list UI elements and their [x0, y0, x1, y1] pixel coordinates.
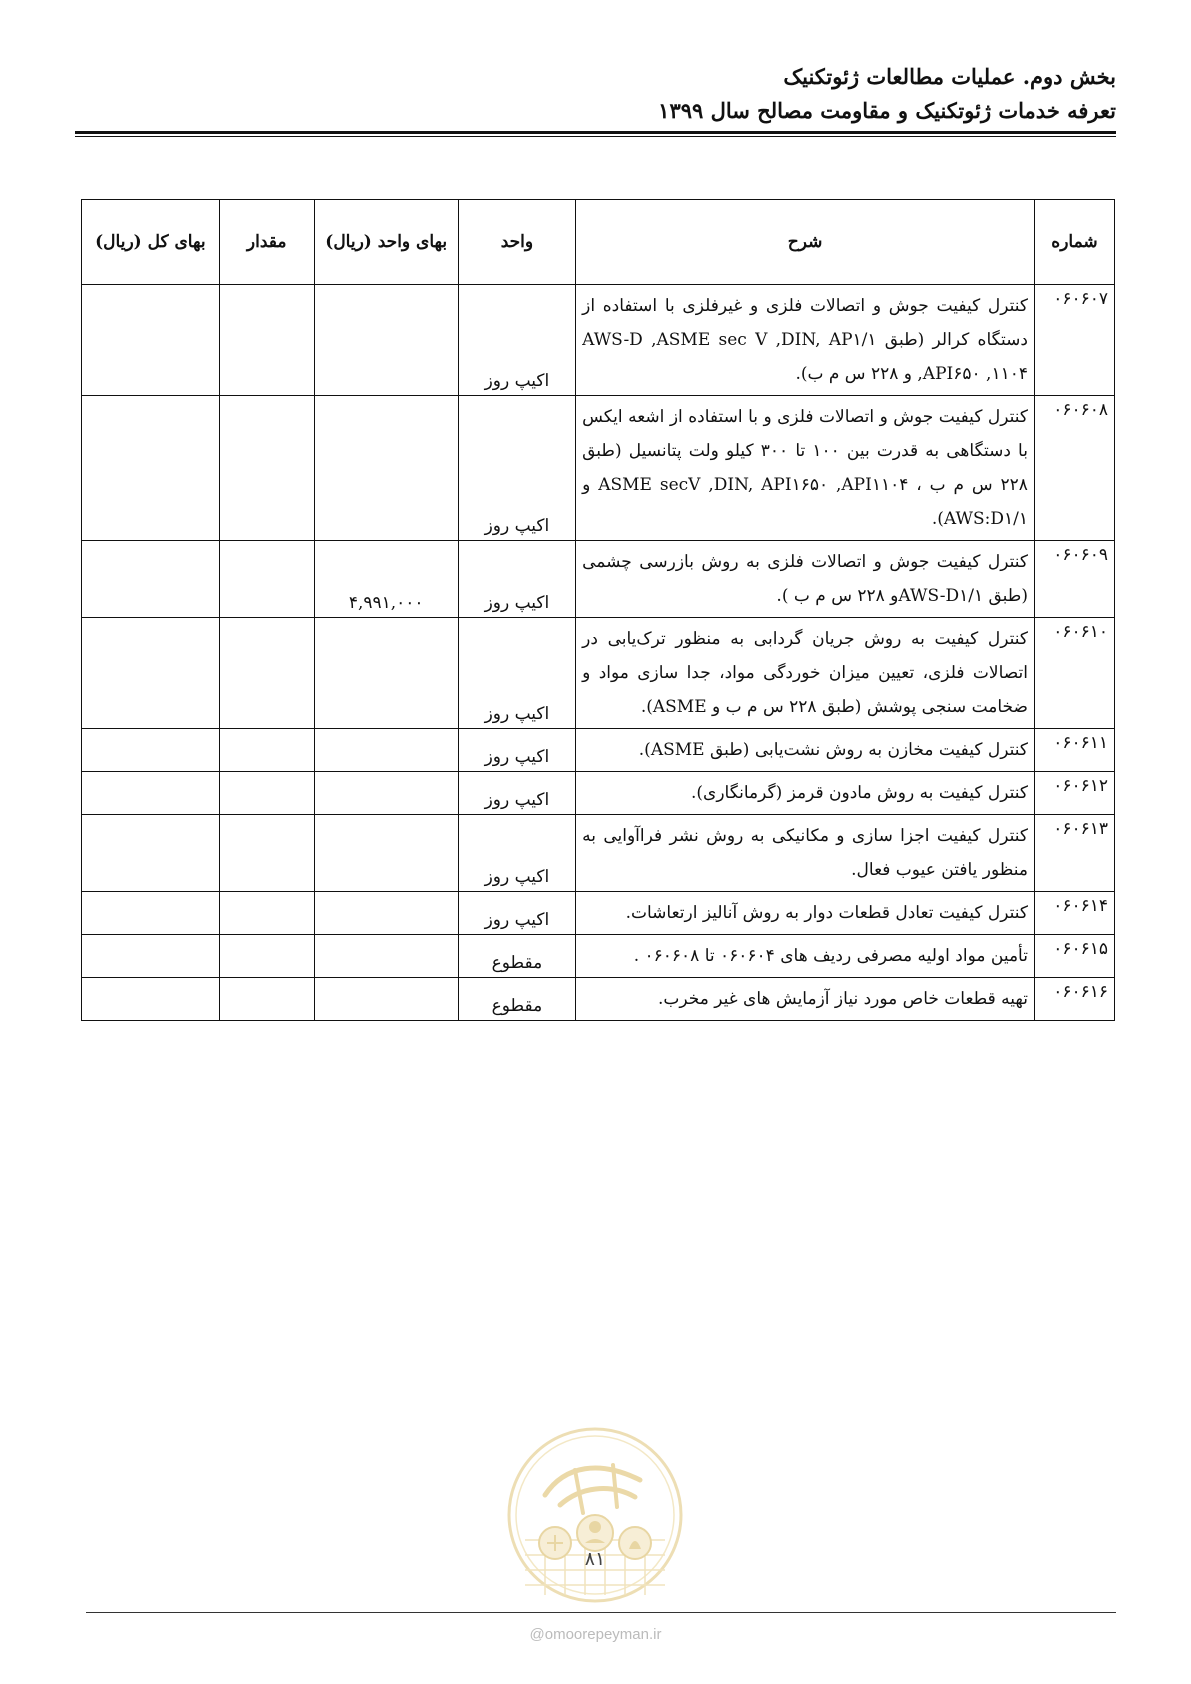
row-unit: اکیپ روز	[458, 729, 575, 772]
col-header-unit-price: بهای واحد (ریال)	[314, 200, 458, 285]
row-number: ۰۶۰۶۰۷	[1034, 285, 1114, 396]
table-row	[82, 978, 1115, 1021]
row-number: ۰۶۰۶۱۵	[1034, 935, 1114, 978]
row-total	[82, 618, 220, 729]
row-unit: مقطوع	[458, 935, 575, 978]
row-description: کنترل کیفیت تعادل قطعات دوار به روش آنالیز ارتعاشات.	[576, 892, 1035, 935]
row-number: ۰۶۰۶۱۱	[1034, 729, 1114, 772]
row-quantity	[219, 892, 314, 935]
row-total	[82, 772, 220, 815]
row-unit-price	[314, 729, 458, 772]
row-quantity	[219, 772, 314, 815]
table-row	[82, 541, 1115, 618]
table-header-row	[82, 200, 1115, 285]
page-header	[658, 60, 1116, 128]
row-total	[82, 396, 220, 541]
row-unit-price: ۴,۹۹۱,۰۰۰	[314, 541, 458, 618]
header-document-title: تعرفه خدمات ژئوتکنیک و مقاومت مصالح سال ۱۳۹۹	[658, 98, 1116, 123]
row-description: کنترل کیفیت جوش و اتصالات فلزی به روش بازرسی چشمی (طبق AWS-D۱/۱و ۲۲۸ س م ب ).	[576, 541, 1035, 618]
table-row	[82, 285, 1115, 396]
row-number: ۰۶۰۶۰۸	[1034, 396, 1114, 541]
row-description: تهیه قطعات خاص مورد نیاز آزمایش های غیر مخرب.	[576, 978, 1035, 1021]
row-total	[82, 541, 220, 618]
row-quantity	[219, 935, 314, 978]
col-header-quantity: مقدار	[219, 200, 314, 285]
row-unit-price	[314, 285, 458, 396]
row-unit: اکیپ روز	[458, 285, 575, 396]
row-total	[82, 935, 220, 978]
table-row	[82, 815, 1115, 892]
table-row	[82, 618, 1115, 729]
row-unit: اکیپ روز	[458, 892, 575, 935]
row-description: کنترل کیفیت مخازن به روش نشت‌یابی (طبق ASME).	[576, 729, 1035, 772]
row-total	[82, 729, 220, 772]
footer-rule	[86, 1612, 1116, 1613]
tariff-table	[81, 199, 1115, 1021]
row-description: تأمین مواد اولیه مصرفی ردیف های ۰۶۰۶۰۴ تا ۰۶۰۶۰۸ .	[576, 935, 1035, 978]
row-unit: اکیپ روز	[458, 815, 575, 892]
col-header-unit: واحد	[458, 200, 575, 285]
row-unit-price	[314, 935, 458, 978]
header-rule-thin	[75, 136, 1116, 137]
row-unit: اکیپ روز	[458, 541, 575, 618]
row-number: ۰۶۰۶۱۴	[1034, 892, 1114, 935]
row-description: کنترل کیفیت به روش مادون قرمز (گرمانگاری).	[576, 772, 1035, 815]
row-unit-price	[314, 772, 458, 815]
row-number: ۰۶۰۶۱۲	[1034, 772, 1114, 815]
row-number: ۰۶۰۶۱۰	[1034, 618, 1114, 729]
row-number: ۰۶۰۶۱۶	[1034, 978, 1114, 1021]
row-quantity	[219, 285, 314, 396]
row-total	[82, 892, 220, 935]
row-total	[82, 978, 220, 1021]
row-unit-price	[314, 618, 458, 729]
header-section-title: بخش دوم. عملیات مطالعات ژئوتکنیک	[783, 64, 1116, 89]
row-unit-price	[314, 396, 458, 541]
row-unit-price	[314, 978, 458, 1021]
row-number: ۰۶۰۶۰۹	[1034, 541, 1114, 618]
table-row	[82, 892, 1115, 935]
table-row	[82, 935, 1115, 978]
header-rule-thick	[75, 131, 1116, 134]
row-quantity	[219, 618, 314, 729]
row-unit-price	[314, 892, 458, 935]
row-total	[82, 285, 220, 396]
row-unit-price	[314, 815, 458, 892]
col-header-description: شرح	[576, 200, 1035, 285]
row-quantity	[219, 978, 314, 1021]
row-quantity	[219, 541, 314, 618]
page-number: ۸۱	[584, 1548, 606, 1570]
col-header-total-price: بهای کل (ریال)	[82, 200, 220, 285]
table-row	[82, 772, 1115, 815]
table-row	[82, 396, 1115, 541]
row-quantity	[219, 815, 314, 892]
table-row	[82, 729, 1115, 772]
row-unit: مقطوع	[458, 978, 575, 1021]
row-description: کنترل کیفیت جوش و اتصالات فلزی و با استفاده از اشعه ایکس با دستگاهی به قدرت بین ۱۰۰ تا ۳۰۰ کیلو ولت پتانسیل (طبق ۲۲۸ س م ب ، ASME secV ,DIN, API۱۶۵۰ ,API۱۱۰۴ و AWS:D۱/۱).	[576, 396, 1035, 541]
row-unit: اکیپ روز	[458, 618, 575, 729]
row-unit: اکیپ روز	[458, 772, 575, 815]
row-quantity	[219, 396, 314, 541]
seal-logo-icon	[505, 1425, 685, 1605]
row-description: کنترل کیفیت اجزا سازی و مکانیکی به روش نشر فراآوایی به منظور یافتن عیوب فعال.	[576, 815, 1035, 892]
row-quantity	[219, 729, 314, 772]
row-description: کنترل کیفیت جوش و اتصالات فلزی و غیرفلزی با استفاده از دستگاه کرالر (طبق AWS-D ,ASME sec V ,DIN, AP۱/۱ ,API۶۵۰ ,۱۱۰۴ و ۲۲۸ س م ب).	[576, 285, 1035, 396]
row-unit: اکیپ روز	[458, 396, 575, 541]
col-header-number: شماره	[1034, 200, 1114, 285]
row-total	[82, 815, 220, 892]
row-description: کنترل کیفیت به روش جریان گردابی به منظور ترک‌یابی در اتصالات فلزی، تعیین میزان خوردگی مواد، جدا سازی مواد و ضخامت سنجی پوشش (طبق ۲۲۸ س م ب و ASME).	[576, 618, 1035, 729]
row-number: ۰۶۰۶۱۳	[1034, 815, 1114, 892]
footer-website-link[interactable]: @omoorepeyman.ir	[529, 1626, 662, 1643]
